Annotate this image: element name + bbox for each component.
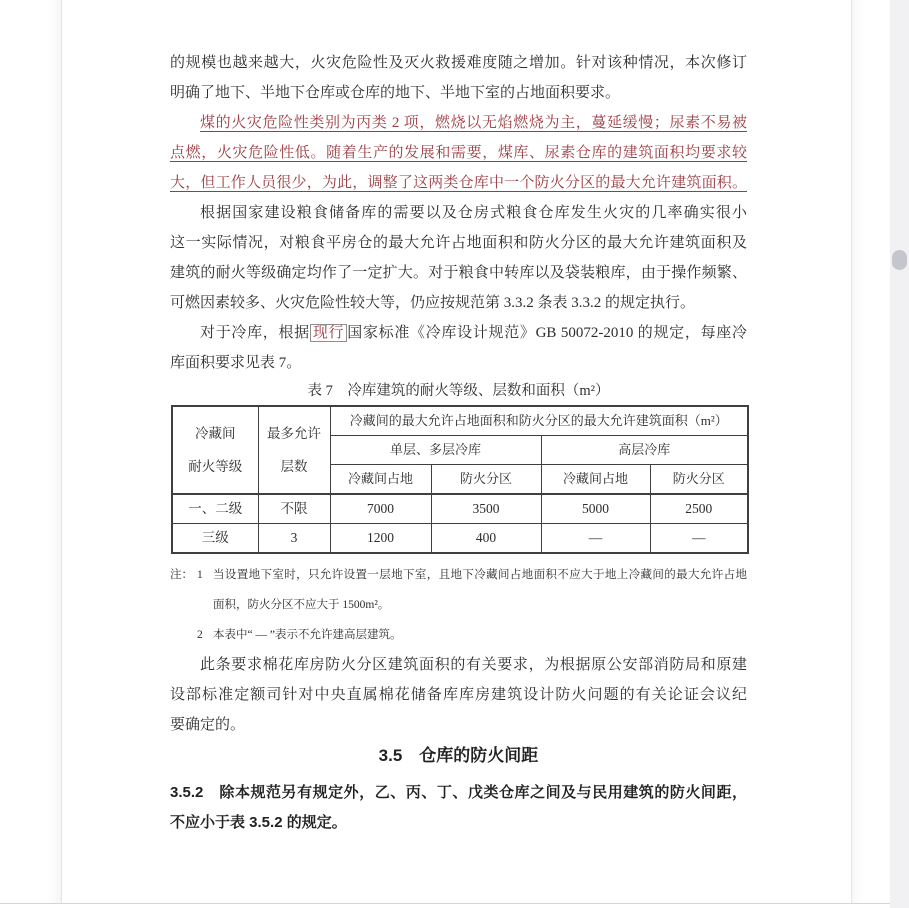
text-line: 库面积要求见表 7。 [170, 355, 302, 371]
table-header-cell: 冷藏间占地 [330, 465, 431, 495]
note-label: 注： [170, 569, 193, 581]
table-cell: 3500 [431, 494, 541, 524]
table-header-cell: 冷藏间占地 [541, 465, 650, 495]
header-text: 最多允许 [267, 426, 321, 441]
page-right-shadow [852, 0, 864, 903]
table-cell: 7000 [330, 494, 431, 524]
header-text: 层数 [280, 459, 308, 474]
text-line: 此条要求棉花库房防火分区建筑面积的有关要求，为根据原公安部消防局和原建 [200, 657, 747, 673]
text-segment: 对于冷库，根据 [200, 325, 310, 341]
page-bottom-border [0, 903, 890, 904]
table7 [171, 405, 749, 554]
table7-title: 表 7 冷库建筑的耐火等级、层数和面积（m²） [307, 383, 610, 399]
table7-notes [170, 560, 747, 650]
table-cell: — [650, 524, 748, 554]
text-line: 可燃因素较多、火灾危险性较大等，仍应按规范第 3.3.2 条表 3.3.2 的规定执行。 [170, 295, 696, 311]
text-line [170, 138, 747, 168]
text-line: 3.5.2 除本规范另有规定外，乙、丙、丁、戊类仓库之间及与民用建筑的防火间距， [170, 784, 747, 801]
revision-box: 现行 [310, 324, 347, 342]
table-header-cell: 高层冷库 [541, 436, 748, 465]
revision-paragraph-red [170, 108, 747, 198]
paragraph-cold-storage [170, 318, 747, 378]
page-left-shadow [47, 0, 61, 903]
text-line: 不应小于表 3.5.2 的规定。 [170, 814, 347, 831]
table-header-cell: 单层、多层冷库 [330, 436, 541, 465]
table-cell: 5000 [541, 494, 650, 524]
scrollbar-track[interactable] [890, 0, 909, 908]
text-line: 本表中“ — ”表示不允许建高层建筑。 [213, 629, 402, 641]
table-cell: 3 [258, 524, 330, 554]
table-header-cell: 防火分区 [650, 465, 748, 495]
text-line: 明确了地下、半地下仓库或仓库的地下、半地下室的占地面积要求。 [170, 85, 621, 101]
note-label [170, 620, 197, 650]
note-item [170, 620, 747, 650]
revision-text: 大，但工作人员很少，为此，调整了这两类仓库中一个防火分区的最大允许建筑面积。 [170, 175, 747, 191]
table-header-cell [172, 406, 258, 494]
paragraph-continued [170, 48, 747, 108]
table-header-row [172, 406, 748, 436]
table-cell: 三级 [172, 524, 258, 554]
header-text: 冷藏间 [195, 426, 236, 441]
text-line: 要确定的。 [170, 717, 246, 733]
text-line: 这一实际情况，对粮食平房仓的最大允许占地面积和防火分区的最大允许建筑面积及 [170, 235, 747, 251]
text-line [170, 168, 747, 198]
table-row [172, 494, 748, 524]
note-text [213, 560, 747, 620]
table-row [172, 524, 748, 554]
revision-text: 点燃，火灾危险性低。随着生产的发展和需要，煤库、尿素仓库的建筑面积均要求较 [170, 145, 747, 161]
section-heading-3-5: 3.5 仓库的防火间距 [378, 746, 539, 765]
text-line: 建筑的耐火等级确定均作了一定扩大。对于粮食中转库以及袋装粮库，由于操作频繁、 [170, 265, 747, 281]
text-line: 根据国家建设粮食储备库的需要以及仓房式粮食仓库发生火灾的几率确实很小 [200, 205, 747, 221]
note-item [170, 560, 747, 620]
table-header-cell: 冷藏间的最大允许占地面积和防火分区的最大允许建筑面积（m²） [330, 406, 748, 436]
text-line [170, 108, 747, 138]
table-cell: 一、二级 [172, 494, 258, 524]
header-text: 耐火等级 [188, 459, 243, 474]
table-cell: 1200 [330, 524, 431, 554]
text-segment: 国家标准《冷库设计规范》GB 50072-2010 的规定，每座冷 [347, 325, 747, 341]
text-line [170, 318, 747, 348]
table-header-cell [258, 406, 330, 494]
table-header-cell: 防火分区 [431, 465, 541, 495]
text-line: 设部标准定额司针对中央直属棉花储备库库房建筑设计防火问题的有关论证会议纪 [170, 687, 747, 703]
clause-3-5-2 [170, 778, 747, 838]
note-text [213, 620, 747, 650]
revision-text: 煤的火灾危险性类别为丙类 2 项，燃烧以无焰燃烧为主，蔓延缓慢；尿素不易被 [200, 115, 747, 131]
scrollbar-thumb[interactable] [892, 250, 907, 270]
note-number: 1 [197, 569, 203, 581]
text-line: 的规模也越来越大，火灾危险性及灭火救援难度随之增加。针对该种情况，本次修订 [170, 55, 747, 71]
note-number: 2 [197, 629, 203, 641]
table-cell: 400 [431, 524, 541, 554]
document-page [61, 0, 852, 903]
table-cell: — [541, 524, 650, 554]
table-cell: 2500 [650, 494, 748, 524]
paragraph-cotton [170, 650, 747, 740]
table-cell: 不限 [258, 494, 330, 524]
page-content [170, 48, 747, 838]
text-line: 面积，防火分区不应大于 1500m²。 [213, 599, 390, 611]
paragraph-grain [170, 198, 747, 318]
text-line: 当设置地下室时，只允许设置一层地下室，且地下冷藏间占地面积不应大于地上冷藏间的最大允许占地 [213, 569, 747, 581]
